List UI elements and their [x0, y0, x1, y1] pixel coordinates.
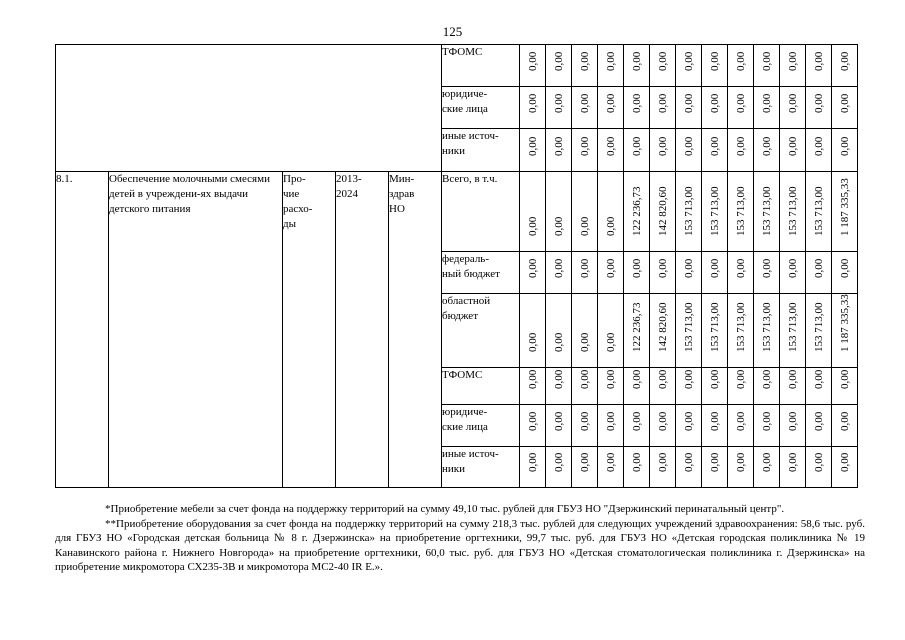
- value-text: 153 713,00: [682, 302, 695, 352]
- value-cell: [728, 368, 754, 405]
- value-cell: [702, 45, 728, 87]
- value-cell: [546, 447, 572, 488]
- value-text: 0,00: [734, 51, 747, 71]
- value-text: 142 820,60: [656, 302, 669, 352]
- value-text: 0,00: [734, 452, 747, 472]
- value-cell: [754, 294, 780, 368]
- value-text: 0,00: [656, 136, 669, 156]
- value-cell: [832, 129, 858, 172]
- value-cell: [780, 129, 806, 172]
- value-cell: [572, 405, 598, 447]
- value-cell: [728, 45, 754, 87]
- value-cell: [806, 405, 832, 447]
- source-label: иные источ- ники: [442, 129, 520, 172]
- value-text: 0,00: [604, 411, 617, 431]
- value-text: 0,00: [604, 258, 617, 278]
- value-cell: [546, 368, 572, 405]
- value-cell: [572, 129, 598, 172]
- budget-table: [55, 44, 858, 488]
- value-cell: [624, 172, 650, 252]
- value-text: 0,00: [786, 93, 799, 113]
- value-text: 0,00: [578, 411, 591, 431]
- value-cell: [832, 368, 858, 405]
- value-cell: [650, 45, 676, 87]
- value-cell: [676, 129, 702, 172]
- value-cell: [650, 447, 676, 488]
- value-text: 0,00: [682, 452, 695, 472]
- value-cell: [624, 252, 650, 294]
- value-text: 0,00: [630, 136, 643, 156]
- value-text: 142 820,60: [656, 186, 669, 236]
- value-text: 0,00: [682, 411, 695, 431]
- value-cell: [598, 87, 624, 129]
- value-text: 153 713,00: [708, 302, 721, 352]
- value-text: 0,00: [838, 258, 851, 278]
- value-cell: [754, 45, 780, 87]
- value-cell: [546, 294, 572, 368]
- value-text: 0,00: [760, 452, 773, 472]
- value-text: 153 713,00: [708, 186, 721, 236]
- value-cell: [572, 252, 598, 294]
- source-label: иные источ- ники: [442, 447, 520, 488]
- value-text: 0,00: [526, 51, 539, 71]
- value-cell: [806, 447, 832, 488]
- value-cell: [754, 447, 780, 488]
- value-cell: [624, 368, 650, 405]
- value-text: 0,00: [838, 411, 851, 431]
- continued-blank-cell: [56, 45, 442, 172]
- value-cell: [780, 447, 806, 488]
- value-cell: [546, 252, 572, 294]
- value-cell: [780, 294, 806, 368]
- value-text: 0,00: [708, 452, 721, 472]
- value-text: 153 713,00: [760, 302, 773, 352]
- value-cell: [650, 252, 676, 294]
- value-text: 0,00: [760, 93, 773, 113]
- value-text: 0,00: [604, 332, 617, 352]
- value-cell: [598, 252, 624, 294]
- value-cell: [676, 368, 702, 405]
- value-cell: [520, 87, 546, 129]
- value-text: 0,00: [838, 136, 851, 156]
- value-text: 0,00: [578, 93, 591, 113]
- value-text: 0,00: [552, 93, 565, 113]
- value-cell: [780, 172, 806, 252]
- value-text: 0,00: [578, 216, 591, 236]
- source-label: ТФОМС: [442, 368, 520, 405]
- value-cell: [702, 129, 728, 172]
- value-cell: [832, 447, 858, 488]
- value-cell: [520, 368, 546, 405]
- value-text: 0,00: [526, 452, 539, 472]
- value-cell: [598, 294, 624, 368]
- value-text: 153 713,00: [786, 186, 799, 236]
- value-cell: [780, 45, 806, 87]
- value-text: 0,00: [578, 258, 591, 278]
- value-text: 0,00: [630, 258, 643, 278]
- value-cell: [572, 447, 598, 488]
- value-text: 153 713,00: [734, 186, 747, 236]
- value-text: 0,00: [812, 369, 825, 389]
- value-text: 0,00: [838, 452, 851, 472]
- item-executor: Мин- здрав НО: [389, 172, 442, 488]
- value-cell: [624, 294, 650, 368]
- value-text: 0,00: [656, 51, 669, 71]
- value-cell: [624, 87, 650, 129]
- value-cell: [598, 129, 624, 172]
- value-text: 0,00: [526, 216, 539, 236]
- value-cell: [832, 294, 858, 368]
- value-text: 153 713,00: [786, 302, 799, 352]
- value-text: 0,00: [682, 93, 695, 113]
- value-text: 0,00: [630, 369, 643, 389]
- value-cell: [832, 405, 858, 447]
- source-label: юридиче- ские лица: [442, 87, 520, 129]
- value-cell: [728, 252, 754, 294]
- value-text: 0,00: [526, 332, 539, 352]
- value-cell: [754, 172, 780, 252]
- value-text: 0,00: [630, 452, 643, 472]
- value-text: 0,00: [604, 93, 617, 113]
- value-cell: [650, 368, 676, 405]
- value-text: 0,00: [708, 258, 721, 278]
- value-text: 0,00: [630, 411, 643, 431]
- value-cell: [650, 87, 676, 129]
- value-cell: [520, 405, 546, 447]
- value-cell: [806, 45, 832, 87]
- value-text: 0,00: [760, 51, 773, 71]
- value-cell: [676, 252, 702, 294]
- value-cell: [546, 172, 572, 252]
- value-cell: [754, 368, 780, 405]
- value-cell: [546, 129, 572, 172]
- value-cell: [624, 45, 650, 87]
- value-text: 0,00: [682, 258, 695, 278]
- value-text: 0,00: [786, 411, 799, 431]
- value-text: 0,00: [630, 93, 643, 113]
- value-text: 0,00: [578, 369, 591, 389]
- value-cell: [676, 45, 702, 87]
- source-label: областной бюджет: [442, 294, 520, 368]
- value-cell: [650, 172, 676, 252]
- source-label: федераль- ный бюджет: [442, 252, 520, 294]
- footnotes: [55, 502, 865, 575]
- value-text: 1 187 335,33: [838, 294, 851, 352]
- value-cell: [702, 294, 728, 368]
- footnote-2: **Приобретение оборудования за счет фонда на поддержку территорий на сумму 218,3 тыс. рублей для следующих учреждений здравоохранения: 58,6 тыс. руб. для ГБУЗ НО «Городская детская больница № 8 г. Дзержинска» на приобретение оргтехники, 99,7 тыс. руб. для ГБУЗ НО «Детская городская поликлиника № 19 Канавинского района г. Нижнего Новгорода» на приобретение оргтехники, 60,0 тыс. руб. для ГБУЗ НО «Детская стоматологическая поликлиника г. Дзержинска» на приобретение микромотора СХ235-3В и микромотора МС2-40 IR E.».: [55, 517, 865, 574]
- value-cell: [520, 129, 546, 172]
- value-text: 0,00: [656, 258, 669, 278]
- table-row: [56, 172, 858, 252]
- value-text: 0,00: [760, 369, 773, 389]
- value-cell: [624, 447, 650, 488]
- value-cell: [806, 368, 832, 405]
- value-text: 0,00: [656, 93, 669, 113]
- value-cell: [520, 252, 546, 294]
- value-cell: [832, 172, 858, 252]
- source-label: ТФОМС: [442, 45, 520, 87]
- value-text: 153 713,00: [812, 186, 825, 236]
- value-text: 0,00: [604, 452, 617, 472]
- page-number: 125: [442, 24, 463, 39]
- footnote-1: *Приобретение мебели за счет фонда на поддержку территорий на сумму 49,10 тыс. рублей для ГБУЗ НО "Дзержинский перинатальный центр".: [105, 503, 785, 515]
- value-text: 0,00: [734, 258, 747, 278]
- value-cell: [702, 447, 728, 488]
- value-cell: [520, 294, 546, 368]
- value-cell: [754, 252, 780, 294]
- value-text: 0,00: [682, 51, 695, 71]
- value-text: 0,00: [812, 452, 825, 472]
- value-text: 0,00: [786, 369, 799, 389]
- value-text: 0,00: [708, 411, 721, 431]
- value-cell: [676, 447, 702, 488]
- value-text: 0,00: [526, 258, 539, 278]
- value-cell: [520, 172, 546, 252]
- value-text: 0,00: [812, 93, 825, 113]
- value-text: 0,00: [656, 452, 669, 472]
- value-cell: [728, 294, 754, 368]
- value-cell: [676, 87, 702, 129]
- value-cell: [728, 129, 754, 172]
- value-cell: [702, 252, 728, 294]
- value-text: 0,00: [552, 258, 565, 278]
- expense-type: Про- чие расхо- ды: [283, 172, 336, 488]
- value-cell: [598, 447, 624, 488]
- value-text: 0,00: [682, 136, 695, 156]
- value-text: 0,00: [630, 51, 643, 71]
- value-cell: [650, 405, 676, 447]
- value-text: 0,00: [760, 258, 773, 278]
- value-cell: [780, 368, 806, 405]
- value-text: 0,00: [578, 51, 591, 71]
- value-text: 0,00: [552, 411, 565, 431]
- value-text: 0,00: [578, 136, 591, 156]
- value-text: 0,00: [578, 332, 591, 352]
- value-cell: [806, 129, 832, 172]
- value-cell: [754, 87, 780, 129]
- value-text: 153 713,00: [734, 302, 747, 352]
- value-cell: [676, 405, 702, 447]
- value-text: 0,00: [552, 452, 565, 472]
- value-text: 0,00: [786, 51, 799, 71]
- value-cell: [598, 405, 624, 447]
- table-row: [56, 45, 858, 87]
- source-label: юридиче- ские лица: [442, 405, 520, 447]
- value-cell: [806, 294, 832, 368]
- value-cell: [624, 405, 650, 447]
- value-text: 0,00: [682, 369, 695, 389]
- value-text: 0,00: [526, 93, 539, 113]
- value-text: 0,00: [838, 369, 851, 389]
- source-label: Всего, в т.ч.: [442, 172, 520, 252]
- item-period: 2013- 2024: [336, 172, 389, 488]
- value-text: 0,00: [734, 93, 747, 113]
- value-cell: [702, 87, 728, 129]
- value-text: 0,00: [734, 136, 747, 156]
- value-cell: [832, 45, 858, 87]
- value-text: 0,00: [734, 369, 747, 389]
- value-cell: [702, 172, 728, 252]
- value-text: 0,00: [812, 51, 825, 71]
- value-cell: [676, 172, 702, 252]
- value-text: 0,00: [812, 411, 825, 431]
- value-cell: [832, 87, 858, 129]
- value-text: 0,00: [708, 93, 721, 113]
- value-cell: [806, 87, 832, 129]
- value-text: 0,00: [734, 411, 747, 431]
- value-text: 0,00: [786, 258, 799, 278]
- value-text: 0,00: [760, 411, 773, 431]
- value-cell: [598, 172, 624, 252]
- value-cell: [780, 87, 806, 129]
- value-text: 0,00: [838, 93, 851, 113]
- table-body: [56, 45, 858, 488]
- value-cell: [572, 172, 598, 252]
- value-text: 0,00: [578, 452, 591, 472]
- value-cell: [754, 405, 780, 447]
- value-text: 0,00: [760, 136, 773, 156]
- value-text: 0,00: [656, 411, 669, 431]
- value-cell: [520, 45, 546, 87]
- value-text: 0,00: [526, 411, 539, 431]
- value-cell: [650, 129, 676, 172]
- value-text: 0,00: [552, 51, 565, 71]
- value-cell: [728, 87, 754, 129]
- value-cell: [520, 447, 546, 488]
- value-text: 153 713,00: [760, 186, 773, 236]
- value-cell: [806, 172, 832, 252]
- value-cell: [546, 45, 572, 87]
- value-text: 0,00: [812, 136, 825, 156]
- value-text: 0,00: [656, 369, 669, 389]
- value-cell: [624, 129, 650, 172]
- value-cell: [702, 405, 728, 447]
- value-text: 0,00: [552, 136, 565, 156]
- value-cell: [728, 447, 754, 488]
- value-text: 122 236,73: [630, 186, 643, 236]
- value-text: 0,00: [786, 452, 799, 472]
- value-cell: [780, 405, 806, 447]
- value-cell: [546, 405, 572, 447]
- value-cell: [572, 368, 598, 405]
- value-cell: [728, 172, 754, 252]
- value-cell: [832, 252, 858, 294]
- value-text: 0,00: [708, 51, 721, 71]
- value-text: 0,00: [604, 51, 617, 71]
- value-text: 0,00: [708, 369, 721, 389]
- value-text: 0,00: [526, 369, 539, 389]
- value-cell: [572, 45, 598, 87]
- value-text: 0,00: [552, 332, 565, 352]
- item-name: Обеспечение молочными смесями детей в учреждени-ях выдачи детского питания: [109, 172, 283, 488]
- value-text: 0,00: [812, 258, 825, 278]
- value-cell: [702, 368, 728, 405]
- value-cell: [598, 45, 624, 87]
- value-cell: [806, 252, 832, 294]
- value-text: 0,00: [526, 136, 539, 156]
- value-cell: [676, 294, 702, 368]
- value-text: 0,00: [838, 51, 851, 71]
- value-cell: [598, 368, 624, 405]
- value-text: 153 713,00: [682, 186, 695, 236]
- value-text: 0,00: [552, 369, 565, 389]
- value-cell: [572, 87, 598, 129]
- value-text: 122 236,73: [630, 302, 643, 352]
- value-text: 153 713,00: [812, 302, 825, 352]
- value-text: 0,00: [604, 136, 617, 156]
- value-cell: [572, 294, 598, 368]
- value-cell: [728, 405, 754, 447]
- value-text: 0,00: [786, 136, 799, 156]
- value-cell: [546, 87, 572, 129]
- value-text: 0,00: [604, 216, 617, 236]
- value-text: 0,00: [604, 369, 617, 389]
- item-number: 8.1.: [56, 172, 109, 488]
- value-text: 1 187 335,33: [838, 178, 851, 236]
- value-cell: [754, 129, 780, 172]
- value-text: 0,00: [708, 136, 721, 156]
- value-text: 0,00: [552, 216, 565, 236]
- value-cell: [650, 294, 676, 368]
- value-cell: [780, 252, 806, 294]
